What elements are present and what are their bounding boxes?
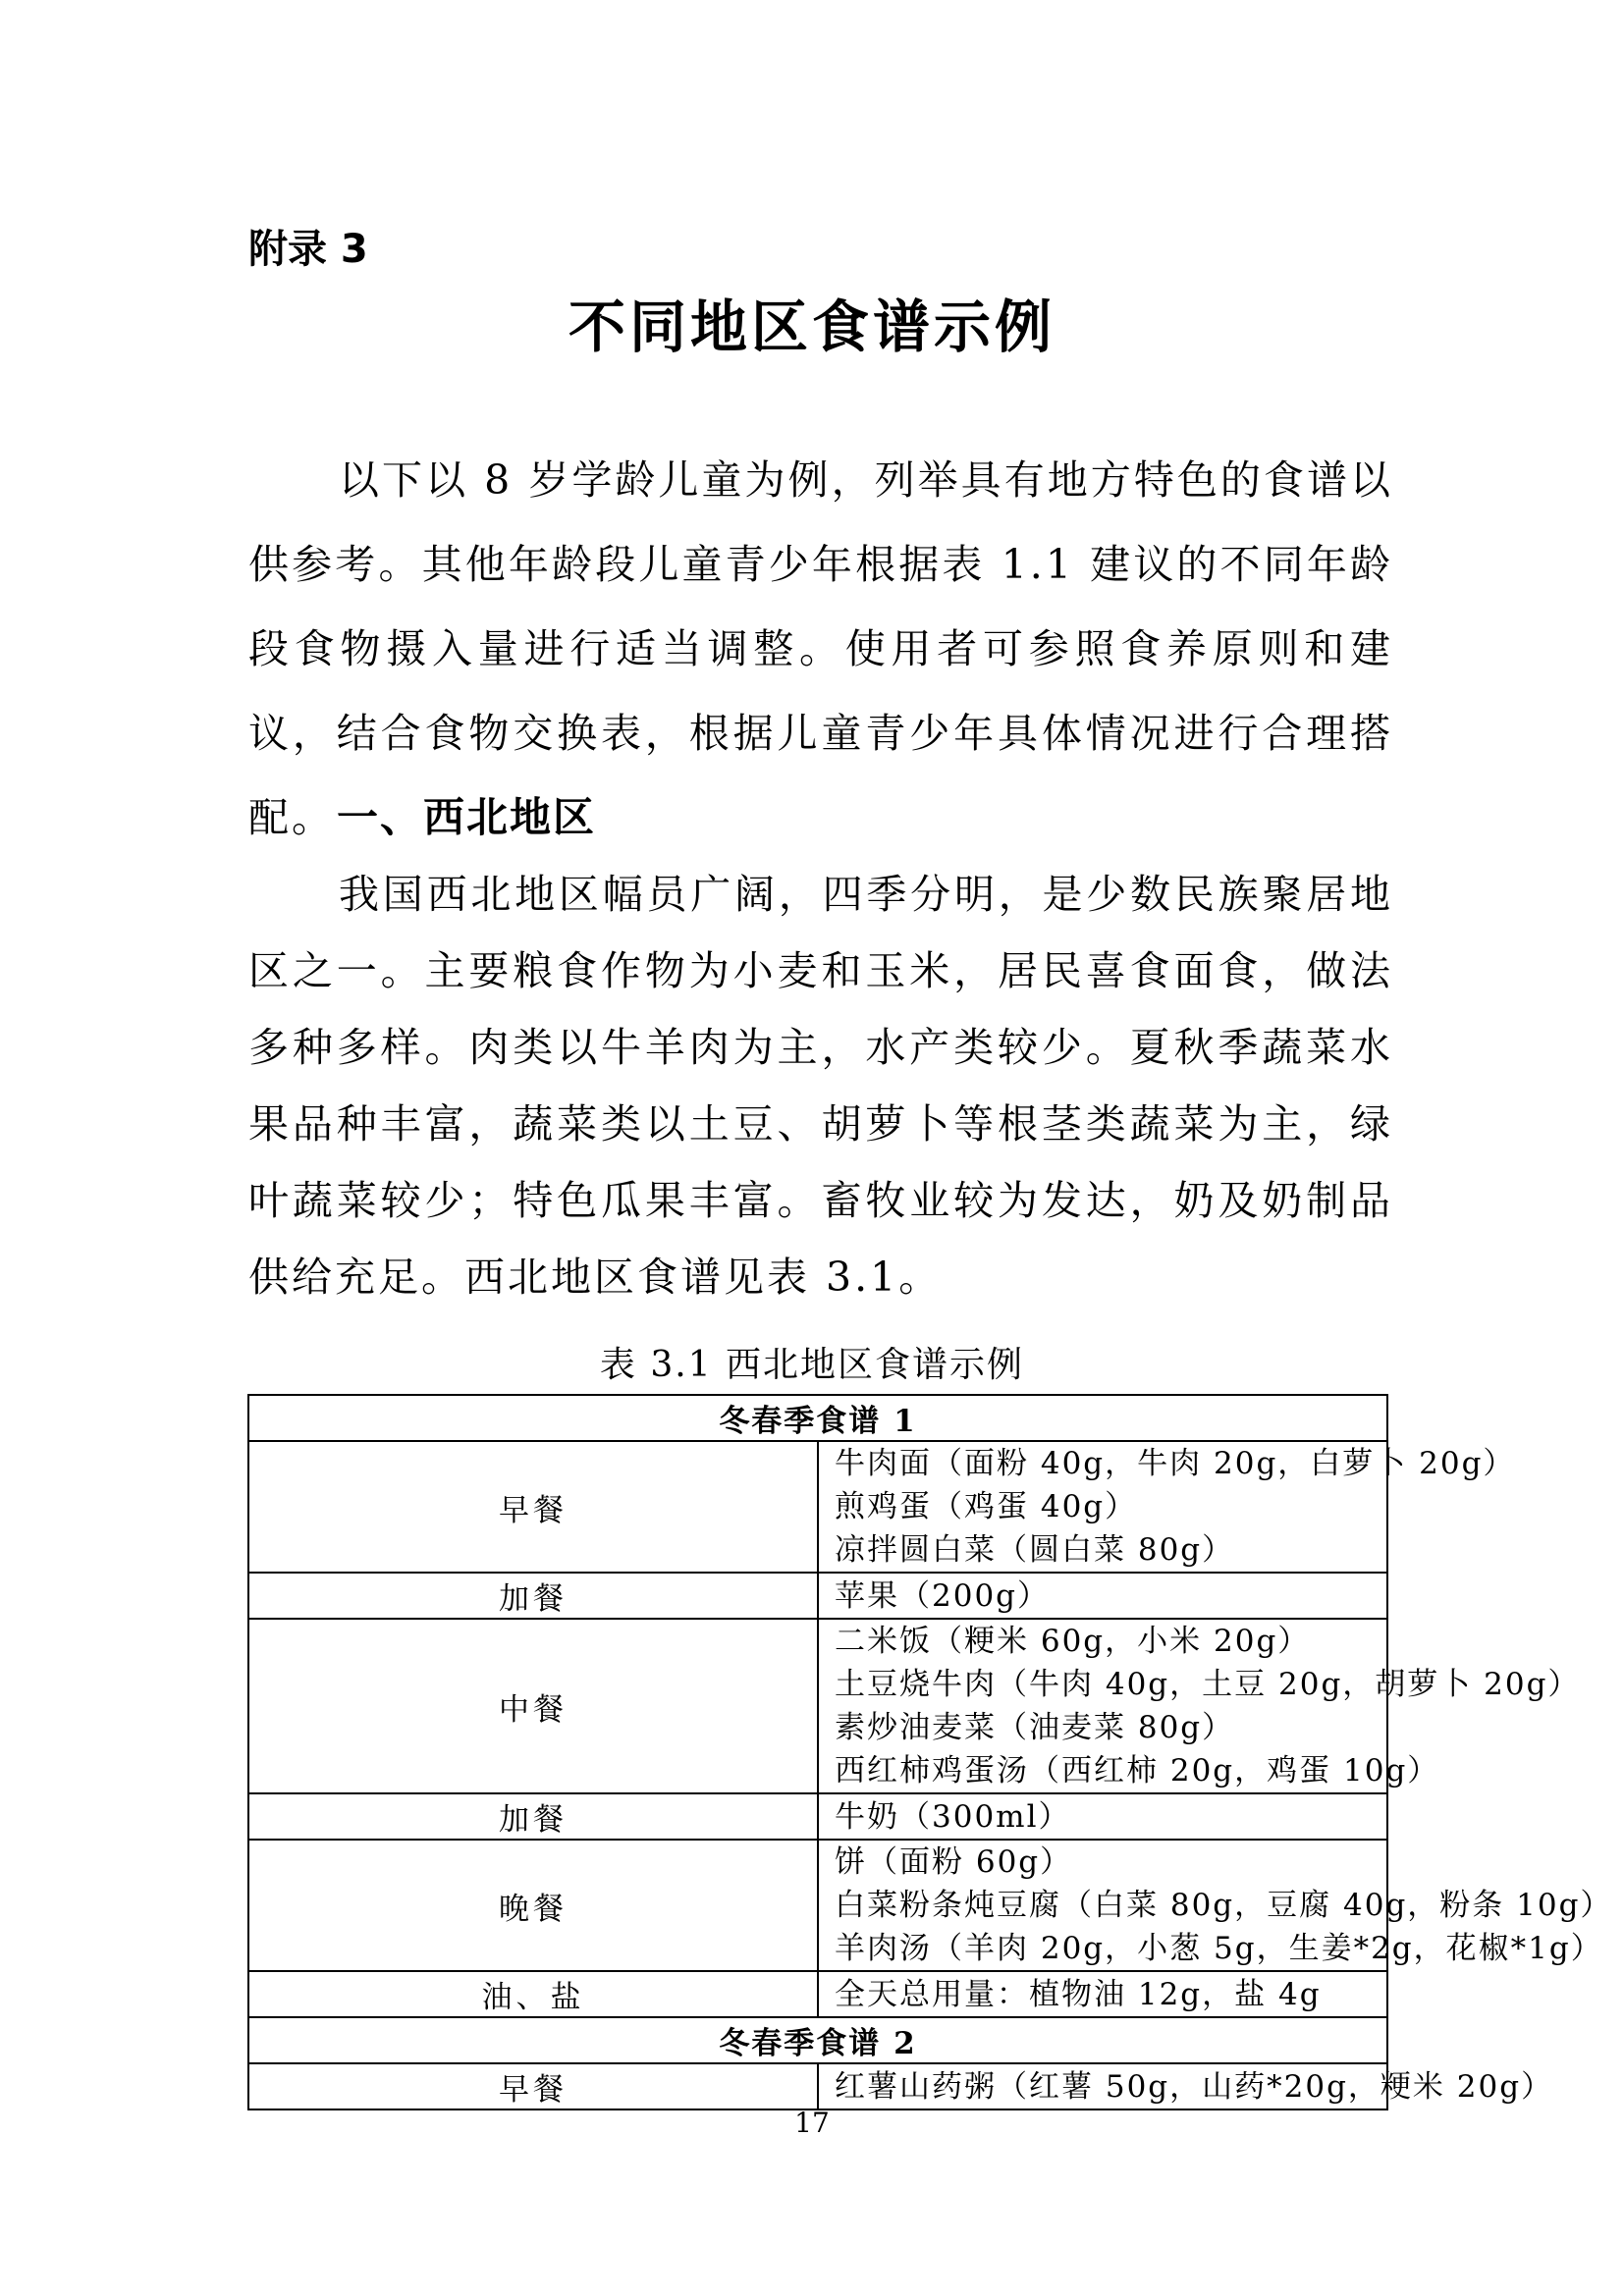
meal-label: 早餐 xyxy=(248,2063,818,2109)
meal-dishes xyxy=(818,1573,1387,1619)
meal-label: 油、盐 xyxy=(248,1971,818,2017)
dish-item: 饼（面粉 60g） xyxy=(835,1844,1073,1880)
meal-dishes xyxy=(818,1840,1613,1971)
meal-label: 晚餐 xyxy=(248,1840,818,1971)
dish-item: 苹果（200g） xyxy=(835,1577,1051,1614)
table-row xyxy=(248,1971,1387,2017)
dish-item: 土豆烧牛肉（牛肉 40g，土豆 20g，胡萝卜 20g） xyxy=(835,1667,1581,1702)
dish-item: 红薯山药粥（红薯 50g，山药*20g，粳米 20g） xyxy=(835,2068,1554,2105)
table-row xyxy=(248,1441,1387,1573)
meal-dishes xyxy=(818,1619,1581,1793)
page-number: 17 xyxy=(794,2107,830,2139)
table-row xyxy=(248,1573,1387,1619)
dish-item: 牛奶（300ml） xyxy=(835,1798,1071,1835)
section-heading: 一、西北地区 xyxy=(337,793,597,841)
table-caption: 表 3.1 西北地区食谱示例 xyxy=(599,1345,1025,1385)
dish-item: 素炒油麦菜（油麦菜 80g） xyxy=(835,1710,1235,1745)
dish-item: 白菜粉条炖豆腐（白菜 80g，豆腐 40g，粉条 10g） xyxy=(835,1888,1613,1923)
section-paragraph: 我国西北地区幅员广阔，四季分明，是少数民族聚居地区之一。主要粮食作物为小麦和玉米，居民喜食面食，做法多种多样。肉类以牛羊肉为主，水产类较少。夏秋季蔬菜水果品种丰富，蔬菜类以土豆、胡萝卜等根茎类蔬菜为主，绿叶蔬菜较少；特色瓜果丰富。畜牧业较为发达，奶及奶制品供给充足。西北地区食谱见表 3.1。 xyxy=(248,871,1393,1301)
dish-item: 全天总用量：植物油 12g，盐 4g xyxy=(835,1976,1322,2012)
dish-item: 羊肉汤（羊肉 20g，小葱 5g，生姜*2g，花椒*1g） xyxy=(835,1931,1603,1966)
table-row xyxy=(248,1840,1387,1971)
meal-label: 早餐 xyxy=(248,1441,818,1573)
meal-dishes xyxy=(818,1441,1516,1573)
table-group-row xyxy=(248,1395,1387,1441)
menu-group-title: 冬春季食谱 2 xyxy=(248,2017,1387,2063)
table-row xyxy=(248,2063,1387,2109)
table-group-row xyxy=(248,2017,1387,2063)
menu-table xyxy=(247,1394,1613,2110)
dish-item: 牛肉面（面粉 40g，牛肉 20g，白萝卜 20g） xyxy=(835,1446,1516,1481)
document-title: 不同地区食谱示例 xyxy=(568,294,1056,360)
dish-item: 西红柿鸡蛋汤（西红柿 20g，鸡蛋 10g） xyxy=(835,1753,1440,1789)
meal-dishes xyxy=(818,1971,1387,2017)
dish-item: 煎鸡蛋（鸡蛋 40g） xyxy=(835,1489,1138,1524)
dish-item: 凉拌圆白菜（圆白菜 80g） xyxy=(835,1532,1235,1568)
meal-label: 中餐 xyxy=(248,1619,818,1793)
menu-group-title: 冬春季食谱 1 xyxy=(248,1395,1387,1441)
dish-item: 二米饭（粳米 60g，小米 20g） xyxy=(835,1624,1311,1659)
meal-label: 加餐 xyxy=(248,1793,818,1840)
meal-label: 加餐 xyxy=(248,1573,818,1619)
appendix-label: 附录 3 xyxy=(248,227,368,272)
table-row xyxy=(248,1793,1387,1840)
table-row xyxy=(248,1619,1387,1793)
intro-paragraph: 以下以 8 岁学龄儿童为例，列举具有地方特色的食谱以供参考。其他年龄段儿童青少年根据表 1.1 建议的不同年龄段食物摄入量进行适当调整。使用者可参照食养原则和建议，结合食物交换表，根据儿童青少年具体情况进行合理搭配。 xyxy=(248,456,1393,841)
meal-dishes xyxy=(818,2063,1554,2109)
meal-dishes xyxy=(818,1793,1387,1840)
